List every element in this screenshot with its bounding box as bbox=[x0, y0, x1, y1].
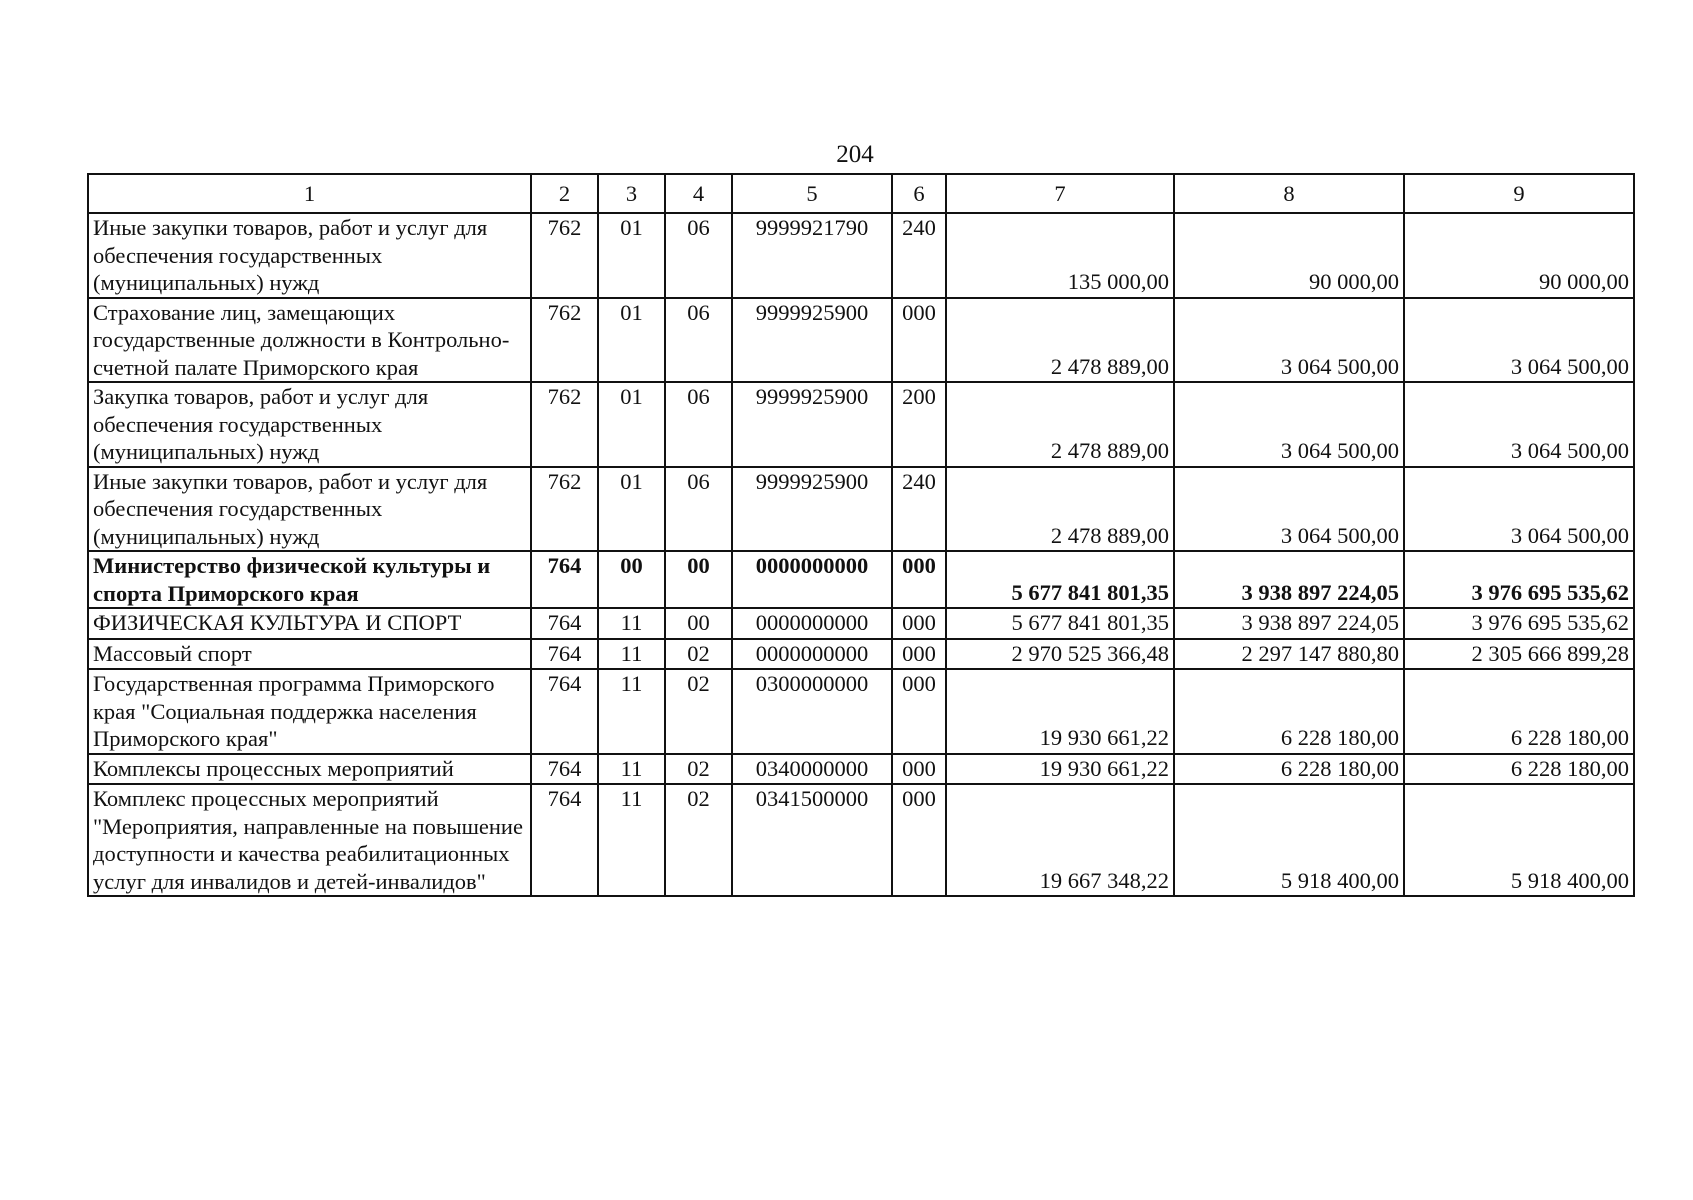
table-row bbox=[88, 467, 1634, 552]
col5-code: 0000000000 bbox=[732, 608, 892, 639]
amount-col9: 3 064 500,00 bbox=[1404, 382, 1634, 467]
col3-code: 00 bbox=[598, 551, 665, 608]
col6-code: 240 bbox=[892, 213, 946, 298]
amount-col7: 19 667 348,22 bbox=[946, 784, 1174, 896]
col3-code: 11 bbox=[598, 608, 665, 639]
amount-col7: 19 930 661,22 bbox=[946, 669, 1174, 754]
col6-code: 000 bbox=[892, 608, 946, 639]
col6-code: 240 bbox=[892, 467, 946, 552]
col5-code: 0300000000 bbox=[732, 669, 892, 754]
amount-col8: 3 938 897 224,05 bbox=[1174, 608, 1404, 639]
amount-col7: 5 677 841 801,35 bbox=[946, 551, 1174, 608]
col4-code: 02 bbox=[665, 784, 732, 896]
amount-col9: 6 228 180,00 bbox=[1404, 754, 1634, 785]
col4-code: 06 bbox=[665, 298, 732, 383]
table-row bbox=[88, 784, 1634, 896]
col2-code: 762 bbox=[531, 467, 598, 552]
col2-code: 764 bbox=[531, 608, 598, 639]
page-number: 204 bbox=[836, 141, 874, 168]
row-name: Закупка товаров, работ и услуг для обеспечения государственных (муниципальных) нужд bbox=[88, 382, 531, 467]
col3-code: 11 bbox=[598, 754, 665, 785]
col5-code: 0000000000 bbox=[732, 551, 892, 608]
col5-code: 9999925900 bbox=[732, 382, 892, 467]
col5-code: 0340000000 bbox=[732, 754, 892, 785]
table-row bbox=[88, 551, 1634, 608]
col4-code: 00 bbox=[665, 551, 732, 608]
col6-code: 000 bbox=[892, 754, 946, 785]
amount-col8: 3 064 500,00 bbox=[1174, 382, 1404, 467]
column-header: 5 bbox=[732, 174, 892, 213]
row-name: Иные закупки товаров, работ и услуг для обеспечения государственных (муниципальных) нужд bbox=[88, 213, 531, 298]
table-row bbox=[88, 213, 1634, 298]
amount-col8: 3 938 897 224,05 bbox=[1174, 551, 1404, 608]
table-row bbox=[88, 754, 1634, 785]
col4-code: 02 bbox=[665, 754, 732, 785]
amount-col7: 135 000,00 bbox=[946, 213, 1174, 298]
col2-code: 764 bbox=[531, 784, 598, 896]
column-header: 9 bbox=[1404, 174, 1634, 213]
row-name: Комплексы процессных мероприятий bbox=[88, 754, 531, 785]
col4-code: 06 bbox=[665, 382, 732, 467]
table-row bbox=[88, 639, 1634, 670]
row-name: Страхование лиц, замещающих государственные должности в Контрольно-счетной палате Приморского края bbox=[88, 298, 531, 383]
amount-col7: 2 478 889,00 bbox=[946, 298, 1174, 383]
budget-table bbox=[87, 173, 1635, 897]
col5-code: 9999921790 bbox=[732, 213, 892, 298]
col2-code: 764 bbox=[531, 754, 598, 785]
col3-code: 11 bbox=[598, 639, 665, 670]
amount-col7: 2 478 889,00 bbox=[946, 382, 1174, 467]
amount-col9: 3 976 695 535,62 bbox=[1404, 608, 1634, 639]
col3-code: 01 bbox=[598, 213, 665, 298]
amount-col9: 90 000,00 bbox=[1404, 213, 1634, 298]
table-row bbox=[88, 608, 1634, 639]
col4-code: 00 bbox=[665, 608, 732, 639]
col4-code: 06 bbox=[665, 467, 732, 552]
col5-code: 9999925900 bbox=[732, 298, 892, 383]
col3-code: 01 bbox=[598, 467, 665, 552]
amount-col8: 3 064 500,00 bbox=[1174, 467, 1404, 552]
amount-col7: 2 970 525 366,48 bbox=[946, 639, 1174, 670]
col6-code: 000 bbox=[892, 669, 946, 754]
amount-col9: 3 064 500,00 bbox=[1404, 467, 1634, 552]
amount-col8: 2 297 147 880,80 bbox=[1174, 639, 1404, 670]
amount-col8: 6 228 180,00 bbox=[1174, 754, 1404, 785]
column-header: 3 bbox=[598, 174, 665, 213]
amount-col9: 6 228 180,00 bbox=[1404, 669, 1634, 754]
column-header: 7 bbox=[946, 174, 1174, 213]
row-name: ФИЗИЧЕСКАЯ КУЛЬТУРА И СПОРТ bbox=[88, 608, 531, 639]
amount-col8: 90 000,00 bbox=[1174, 213, 1404, 298]
column-header: 4 bbox=[665, 174, 732, 213]
amount-col9: 2 305 666 899,28 bbox=[1404, 639, 1634, 670]
column-header: 2 bbox=[531, 174, 598, 213]
col3-code: 01 bbox=[598, 382, 665, 467]
table-row bbox=[88, 298, 1634, 383]
column-header: 8 bbox=[1174, 174, 1404, 213]
row-name: Массовый спорт bbox=[88, 639, 531, 670]
column-header: 6 bbox=[892, 174, 946, 213]
table-row bbox=[88, 669, 1634, 754]
table-row bbox=[88, 382, 1634, 467]
col4-code: 02 bbox=[665, 639, 732, 670]
col2-code: 764 bbox=[531, 551, 598, 608]
col5-code: 0000000000 bbox=[732, 639, 892, 670]
col4-code: 02 bbox=[665, 669, 732, 754]
row-name: Министерство физической культуры и спорта Приморского края bbox=[88, 551, 531, 608]
amount-col7: 2 478 889,00 bbox=[946, 467, 1174, 552]
amount-col9: 5 918 400,00 bbox=[1404, 784, 1634, 896]
col3-code: 01 bbox=[598, 298, 665, 383]
col6-code: 000 bbox=[892, 551, 946, 608]
column-header: 1 bbox=[88, 174, 531, 213]
row-name: Государственная программа Приморского края "Социальная поддержка населения Приморского края" bbox=[88, 669, 531, 754]
col6-code: 000 bbox=[892, 784, 946, 896]
col3-code: 11 bbox=[598, 784, 665, 896]
amount-col7: 19 930 661,22 bbox=[946, 754, 1174, 785]
col2-code: 764 bbox=[531, 669, 598, 754]
col6-code: 200 bbox=[892, 382, 946, 467]
amount-col8: 3 064 500,00 bbox=[1174, 298, 1404, 383]
amount-col8: 5 918 400,00 bbox=[1174, 784, 1404, 896]
row-name: Иные закупки товаров, работ и услуг для обеспечения государственных (муниципальных) нужд bbox=[88, 467, 531, 552]
col2-code: 762 bbox=[531, 298, 598, 383]
col2-code: 762 bbox=[531, 213, 598, 298]
col6-code: 000 bbox=[892, 298, 946, 383]
col2-code: 764 bbox=[531, 639, 598, 670]
header-row bbox=[88, 174, 1634, 213]
table-body bbox=[88, 213, 1634, 896]
col6-code: 000 bbox=[892, 639, 946, 670]
col2-code: 762 bbox=[531, 382, 598, 467]
row-name: Комплекс процессных мероприятий "Мероприятия, направленные на повышение доступности и качества реабилитационных услуг для инвалидов и детей-инвалидов" bbox=[88, 784, 531, 896]
col4-code: 06 bbox=[665, 213, 732, 298]
col5-code: 0341500000 bbox=[732, 784, 892, 896]
amount-col8: 6 228 180,00 bbox=[1174, 669, 1404, 754]
col3-code: 11 bbox=[598, 669, 665, 754]
amount-col9: 3 064 500,00 bbox=[1404, 298, 1634, 383]
col5-code: 9999925900 bbox=[732, 467, 892, 552]
amount-col9: 3 976 695 535,62 bbox=[1404, 551, 1634, 608]
amount-col7: 5 677 841 801,35 bbox=[946, 608, 1174, 639]
